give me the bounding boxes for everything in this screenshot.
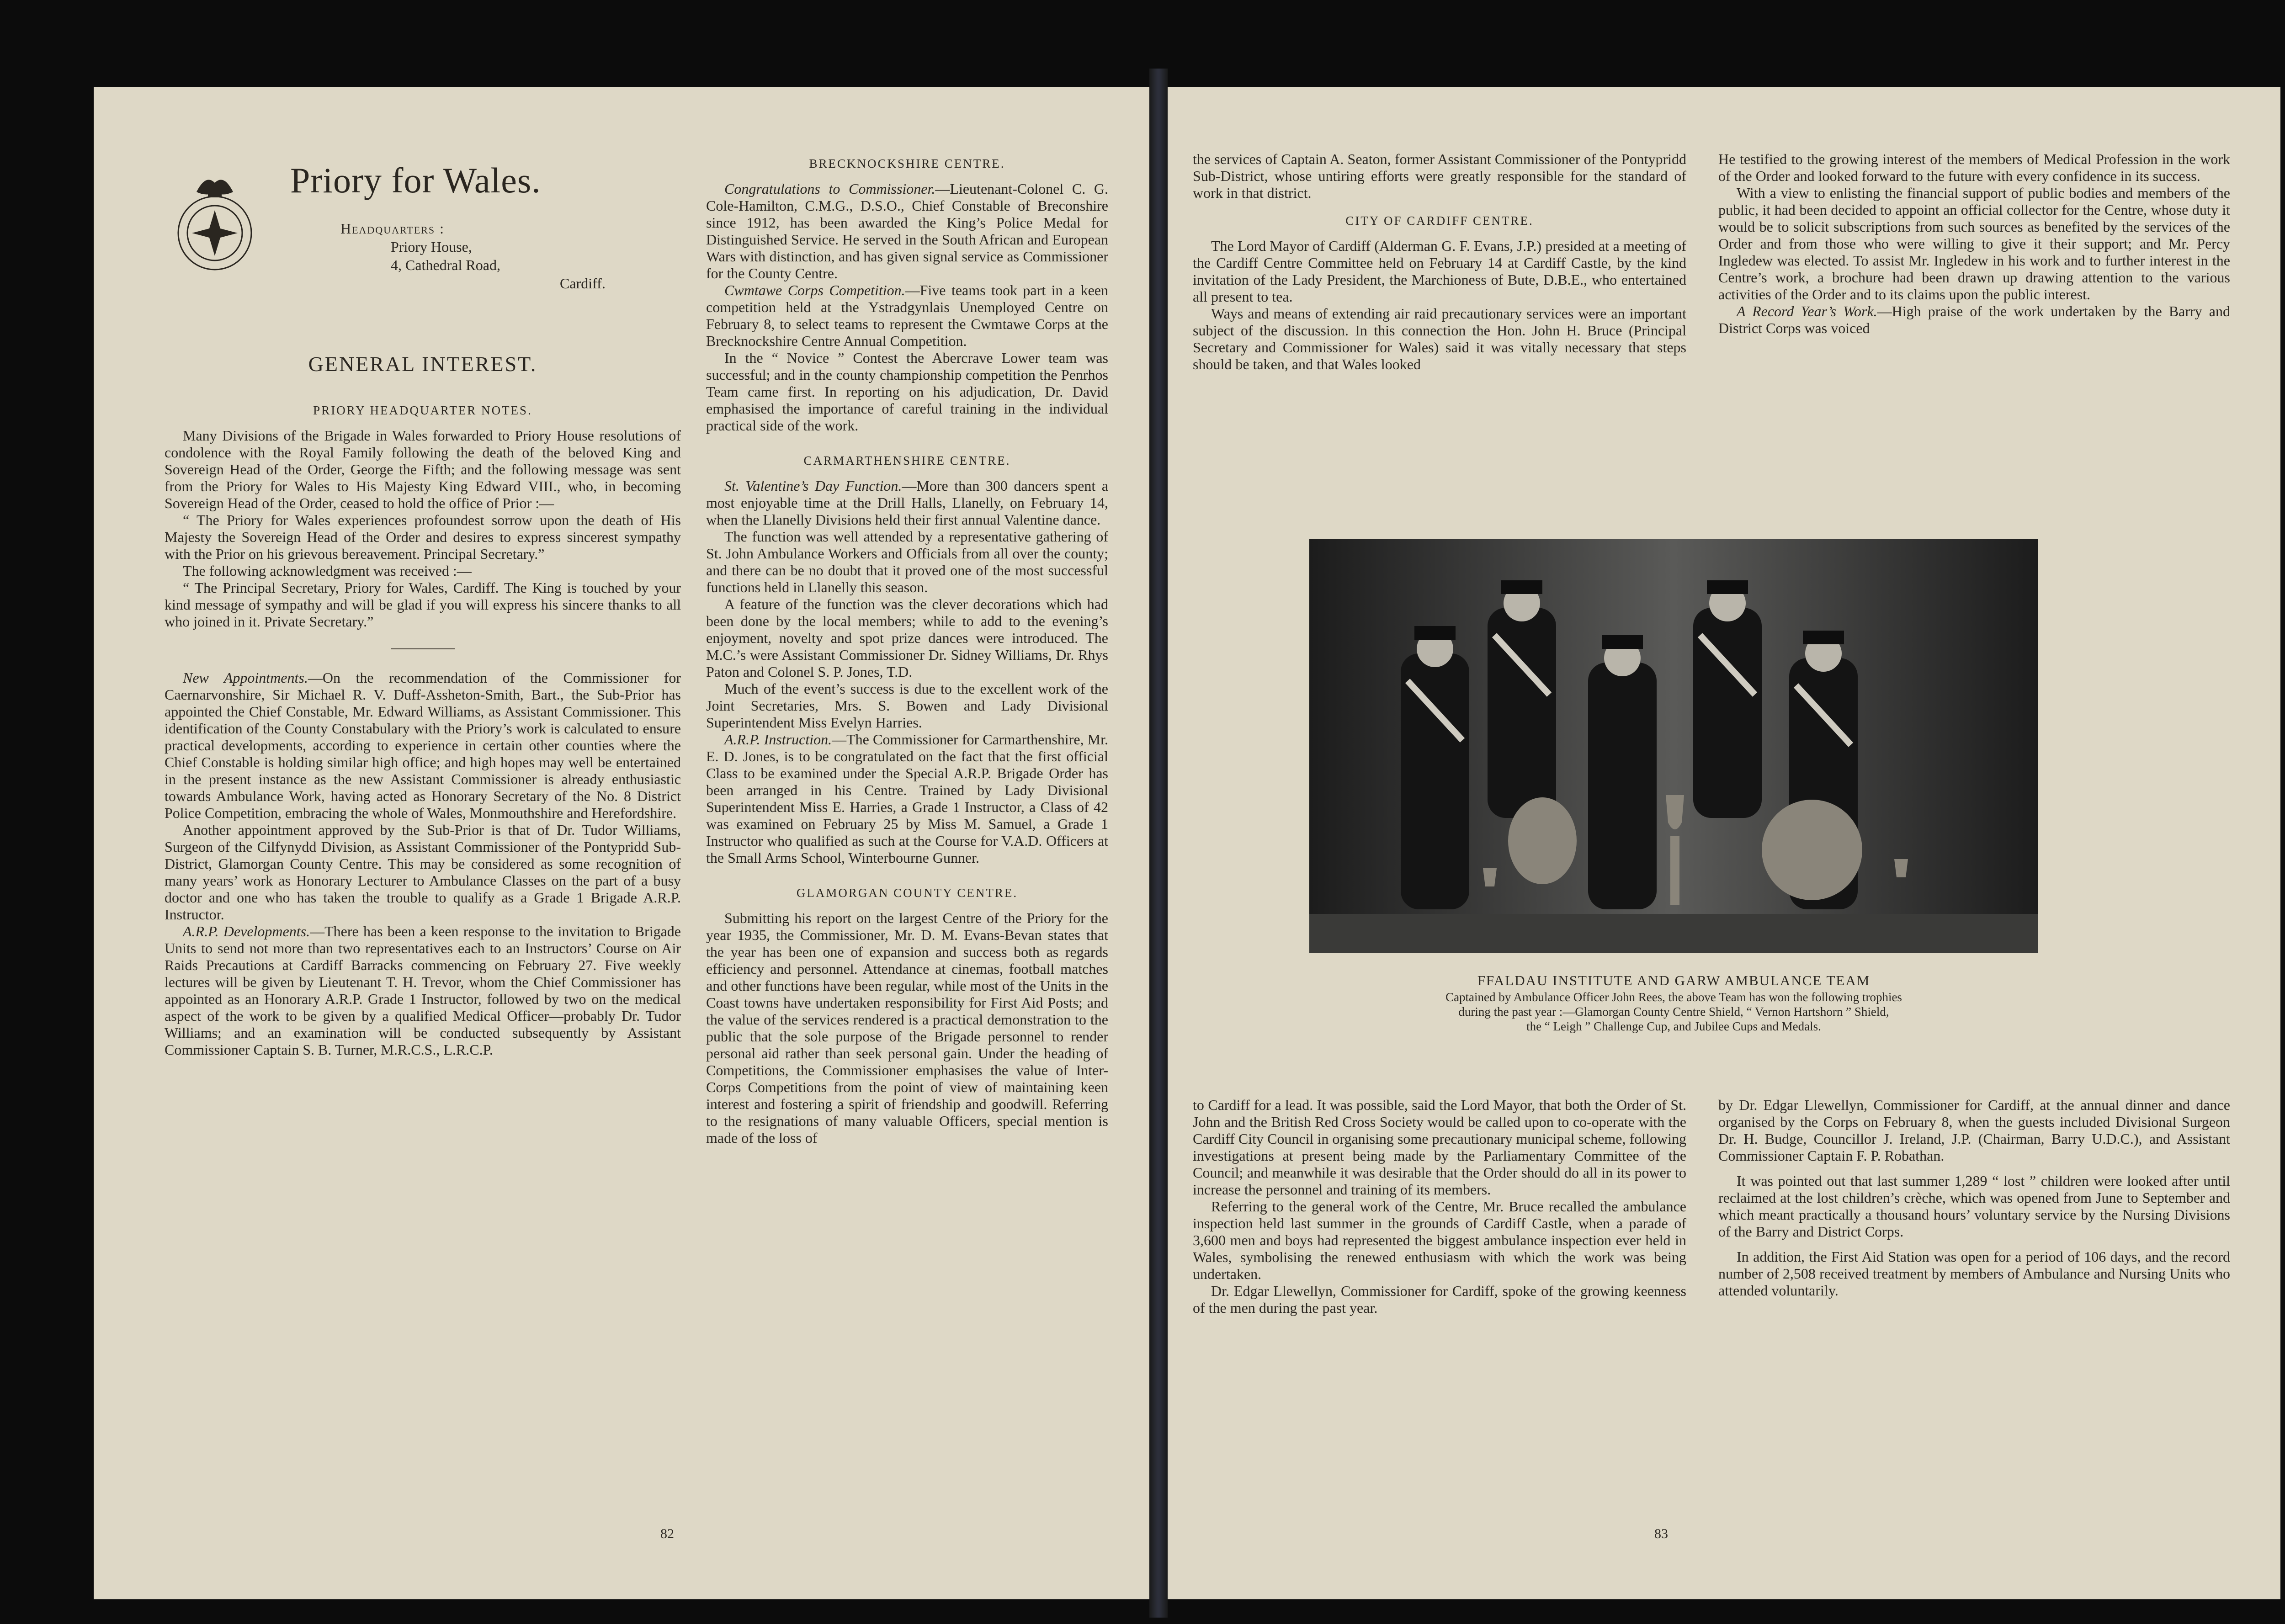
paragraph: St. Valentine’s Day Function.—More than 300 dancers spent a most enjoyable time at the Drill Halls, Llanelly, on February 14, when the Llanelly Divisions held their first annual Valentine dance. <box>706 478 1109 528</box>
hq-line-2: 4, Cathedral Road, <box>391 257 500 273</box>
run-in-head: A Record Year’s Work. <box>1737 303 1877 319</box>
run-in-head: St. Valentine’s Day Function. <box>724 478 902 494</box>
heading-glamorgan: GLAMORGAN COUNTY CENTRE. <box>796 886 1018 900</box>
paragraph: The Lord Mayor of Cardiff (Alderman G. F. Evans, J.P.) presided at a meeting of the Cardiff Centre Committee held on February 14 at Cardiff Castle, by the kind invitation of the Lady President, the Marchioness of Bute, D.B.E., who entertained all present to tea. <box>1193 238 1686 305</box>
paragraph: He testified to the growing interest of the members of Medical Profession in the work of the Order and looked forward to the future with every confidence in its success. <box>1718 151 2230 184</box>
headquarters-address <box>340 219 606 292</box>
hq-line-3: Cardiff. <box>560 275 606 292</box>
hq-label: Headquarters : <box>340 220 445 237</box>
heading-priory-notes: PRIORY HEADQUARTER NOTES. <box>313 403 532 417</box>
paragraph: Referring to the general work of the Centre, Mr. Bruce recalled the ambulance inspection held last summer in the grounds of Cardiff Castle, when a parade of 3,600 men and boys had represented the biggest ambulance inspection ever held in Wales, symbolising the renewed enthusiasm with which the work was being undertaken. <box>1193 1198 1686 1282</box>
heading-carmarthenshire: CARMARTHENSHIRE CENTRE. <box>803 454 1011 467</box>
order-emblem-icon <box>165 165 265 274</box>
paragraph: to Cardiff for a lead. It was possible, said the Lord Mayor, that both the Order of St. John and the British Red Cross Society would be called upon to co-operate with the Cardiff City Council in organising some precautionary municipal scheme, following investigations at present being made by the Parliamentary Committee of the Council; and meanwhile it was desirable that the Order should do all in its power to increase the personnel and training of its members. <box>1193 1097 1686 1198</box>
run-in-head: Cwmtawe Corps Competition. <box>724 282 905 298</box>
paragraph: A feature of the function was the clever decorations which had been done by the local members; while to add to the evening’s enjoyment, novelty and spot prize dances were introduced. The M.C.’s were Assistant Commissioner Dr. Sidney Williams, Dr. Rhys Paton and Colonel S. P. Jones, T.D. <box>706 596 1108 680</box>
paragraph: the services of Captain A. Seaton, former Assistant Commissioner of the Pontypridd Sub-District, whose untiring efforts were greatly responsible for the standard of work in that district. <box>1193 151 1686 201</box>
paragraph: Another appointment approved by the Sub-Prior is that of Dr. Tudor Williams, Surgeon of the Cilfynydd Division, as Assistant Commissioner of the Pontypridd Sub-District, Glamorgan County Centre. This may be considered as some recognition of many years’ work as Honorary Lecturer to Ambulance Classes on the part of a busy doctor and one who has taken the trouble to qualify as a Grade 1 Brigade A.R.P. Instructor. <box>165 822 681 923</box>
priory-title: Priory for Wales. <box>290 160 541 200</box>
paragraph: In the “ Novice ” Contest the Abercrave Lower team was successful; and in the county championship competition the Penrhos Team came first. In reporting on his adjudication, Dr. David emphasised the importance of careful training in the individual practical side of the work. <box>706 350 1108 434</box>
paragraph: A Record Year’s Work.—High praise of the work undertaken by the Barry and District Corps was voiced <box>1718 303 2231 336</box>
heading-brecknockshire: BRECKNOCKSHIRE CENTRE. <box>809 157 1005 170</box>
paragraph: Cwmtawe Corps Competition.—Five teams took part in a keen competition held at the Ystradgynlais Unemployed Centre on February 8, to select teams to represent the Cwmtawe Corps at the Brecknockshire Centre Annual Competition. <box>706 282 1108 349</box>
page-number-left: 82 <box>660 1526 674 1541</box>
book-spine <box>1149 69 1168 1618</box>
paragraph: A.R.P. Developments.—There has been a keen response to the invitation to Brigade Units to send not more than two representatives each to an Instructors’ Course on Air Raids Precautions at Cardiff Barracks commencing on February 27. Five weekly lectures will be given by Lieutenant T. H. Trevor, whom the Chief Commissioner has appointed as an Honorary A.R.P. Grade 1 Instructor, followed by two on the medical aspect of the work to be given by a qualified Medical Officer—probably Dr. Tudor Williams; and an examination will be conducted subsequently by Assistant Commissioner Captain S. B. Turner, M.R.C.S., L.R.C.P. <box>165 923 681 1058</box>
paragraph: New Appointments.—On the recommendation of the Commissioner for Caernarvonshire, Sir Michael R. V. Duff-Assheton-Smith, Bart., the Sub-Prior has appointed the Chief Constable, Mr. Edward Williams, as Assistant Commissioner. This identification of the County Constabulary with the Priory’s work is calculated to ensure practical developments, according to experience in certain other counties where the Chief Constable is holding similar high office; and high hopes may well be entertained in the present instance as the new Assistant Commissioner is already enthusiastic towards Ambulance Work, having acted as Honorary Secretary of the No. 8 District Police Competition, embracing the whole of Wales, Monmouthshire and Herefordshire. <box>165 669 681 821</box>
photo-caption <box>1309 973 2038 1034</box>
caption-line: during the past year :—Glamorgan County Centre Shield, “ Vernon Hartshorn ” Shield, <box>1458 1005 1889 1019</box>
paragraph: Much of the event’s success is due to the excellent work of the Joint Secretaries, Mrs. S. Bowen and Lady Divisional Superintendent Miss Evelyn Harries. <box>706 680 1108 731</box>
right-column-1-bottom <box>1193 1097 1686 1316</box>
page-number-right: 83 <box>1654 1526 1668 1541</box>
team-photo-block <box>1309 539 2038 1040</box>
paragraph: In addition, the First Aid Station was open for a period of 106 days, and the record number of 2,508 received treatment by members of Ambulance and Nursing Units who attended voluntarily. <box>1718 1248 2230 1299</box>
run-in-head: Congratulations to Commissioner. <box>724 180 935 197</box>
paragraph: Congratulations to Commissioner.—Lieutenant-Colonel C. G. Cole-Hamilton, C.M.G., D.S.O., Chief Constable of Breconshire since 1912, has been awarded the King’s Police Medal for Distinguished Service. He served in the South African and European Wars with distinction, and has given signal service as Commissioner for the County Centre. <box>706 180 1109 281</box>
paragraph: It was pointed out that last summer 1,289 “ lost ” children were looked after until reclaimed at the lost children’s crèche, which was opened from June to September and which meant practically a thousand hours’ voluntary service by the Nursing Divisions of the Barry and District Corps. <box>1718 1173 2230 1240</box>
paragraph: by Dr. Edgar Llewellyn, Commissioner for Cardiff, at the annual dinner and dance organised by the Corps on February 8, when the guests included Divisional Surgeon Dr. H. Budge, Councillor J. Ireland, J.P. (Chairman, Barry U.D.C.), and Assistant Commissioner Captain F. P. Robathan. <box>1718 1097 2230 1164</box>
paragraph: Many Divisions of the Brigade in Wales forwarded to Priory House resolutions of condolence with the Royal Family following the death of the beloved King and Sovereign Head of the Order, George the Fifth; and the following message was sent from the Priory for Wales to His Majesty King Edward VIII., who, in becoming Sovereign Head of the Order, ceased to hold the office of Prior :— <box>165 427 681 511</box>
paragraph: With a view to enlisting the financial support of public bodies and members of the public, it had been decided to appoint an official collector for the Centre, whose duty it would be to solicit subscriptions from such sources as benefited by the services of the Order and from those who were willing to give it their support; and Mr. Percy Ingledew was elected. To assist Mr. Ingledew in his work and to further interest in the Centre’s work, a brochure had been drawn up drawing attention to the various activities of the Order and to its claims upon the public interest. <box>1718 185 2230 303</box>
heading-cardiff: CITY OF CARDIFF CENTRE. <box>1345 214 1534 228</box>
left-page <box>94 87 1149 1599</box>
priory-header <box>165 155 681 393</box>
run-in-head: A.R.P. Developments. <box>183 923 310 939</box>
right-column-2-top <box>1718 151 2230 337</box>
hq-line-1: Priory House, <box>391 239 472 255</box>
team-photograph <box>1309 539 2038 953</box>
right-column-1-top <box>1193 151 1686 373</box>
paragraph: The following acknowledgment was received :— <box>183 563 472 579</box>
paragraph: Submitting his report on the largest Centre of the Priory for the year 1935, the Commissioner, Mr. D. M. Evans-Bevan states that the year has been one of expansion and success both as regards efficiency and personnel. Attendance at cinemas, football matches and other functions have been regular, while most of the Units in the Coast towns have undertaken responsibility for First Aid Posts; and the value of the services rendered is a practical demonstration to the public that the sole purpose of the Brigade personnel to render personal aid rather than seek personal gain. Under the heading of Competitions, the Commissioner emphasises the value of Inter-Corps Competitions from the point of view of maintaining keen interest and fostering a spirit of friendship and goodwill. Referring to the resignations of many valuable Officers, special mention is made of the loss of <box>706 910 1108 1146</box>
paragraph: Ways and means of extending air raid precautionary services were an important subject of the discussion. In this connection the Hon. John H. Bruce (Principal Secretary and Commissioner for Wales) said it was vitally necessary that steps should be taken, and that Wales looked <box>1193 305 1686 372</box>
caption-line: Captained by Ambulance Officer John Rees, the above Team has won the following trophies <box>1445 990 1902 1004</box>
paragraph: “ The Priory for Wales experiences profoundest sorrow upon the death of His Majesty the Sovereign Head of the Order and desires to express sincerest sympathy with the Prior on his grievous bereavement. Principal Secretary.” <box>165 512 681 562</box>
divider <box>391 648 455 649</box>
left-column-2 <box>706 155 1108 1146</box>
paragraph: “ The Principal Secretary, Priory for Wales, Cardiff. The King is touched by your kind message of sympathy and will be glad if you will express his sincere thanks to all who joined in it. Private Secretary.” <box>165 579 681 630</box>
paragraph: Dr. Edgar Llewellyn, Commissioner for Cardiff, spoke of the growing keenness of the men during the past year. <box>1193 1283 1686 1316</box>
run-in-head: A.R.P. Instruction. <box>724 731 832 748</box>
paragraph: A.R.P. Instruction.—The Commissioner for Carmarthenshire, Mr. E. D. Jones, is to be congratulated on the fact that the first official Class to be examined under the Special A.R.P. Brigade Order has been arranged in his Centre. Trained by Lady Divisional Superintendent Miss E. Harries, a Grade 1 Instructor, a Class of 42 was examined on February 25 by Miss M. Samuel, a Grade 1 Instructor who qualified as such at the Course for V.A.D. Officers at the Small Arms School, Winterbourne Gunner. <box>706 731 1109 866</box>
run-in-head: New Appointments. <box>183 669 308 686</box>
caption-title: FFALDAU INSTITUTE AND GARW AMBULANCE TEAM <box>1477 972 1871 988</box>
right-column-2-bottom <box>1718 1097 2230 1299</box>
paragraph: The function was well attended by a representative gathering of St. John Ambulance Workers and Officials from all over the county; and there can be no doubt that it proved one of the most successful functions held in Llanelly this season. <box>706 528 1108 595</box>
left-column-1 <box>165 402 681 1058</box>
caption-line: the “ Leigh ” Challenge Cup, and Jubilee Cups and Medals. <box>1526 1019 1821 1033</box>
section-title: GENERAL INTEREST. <box>308 352 537 376</box>
